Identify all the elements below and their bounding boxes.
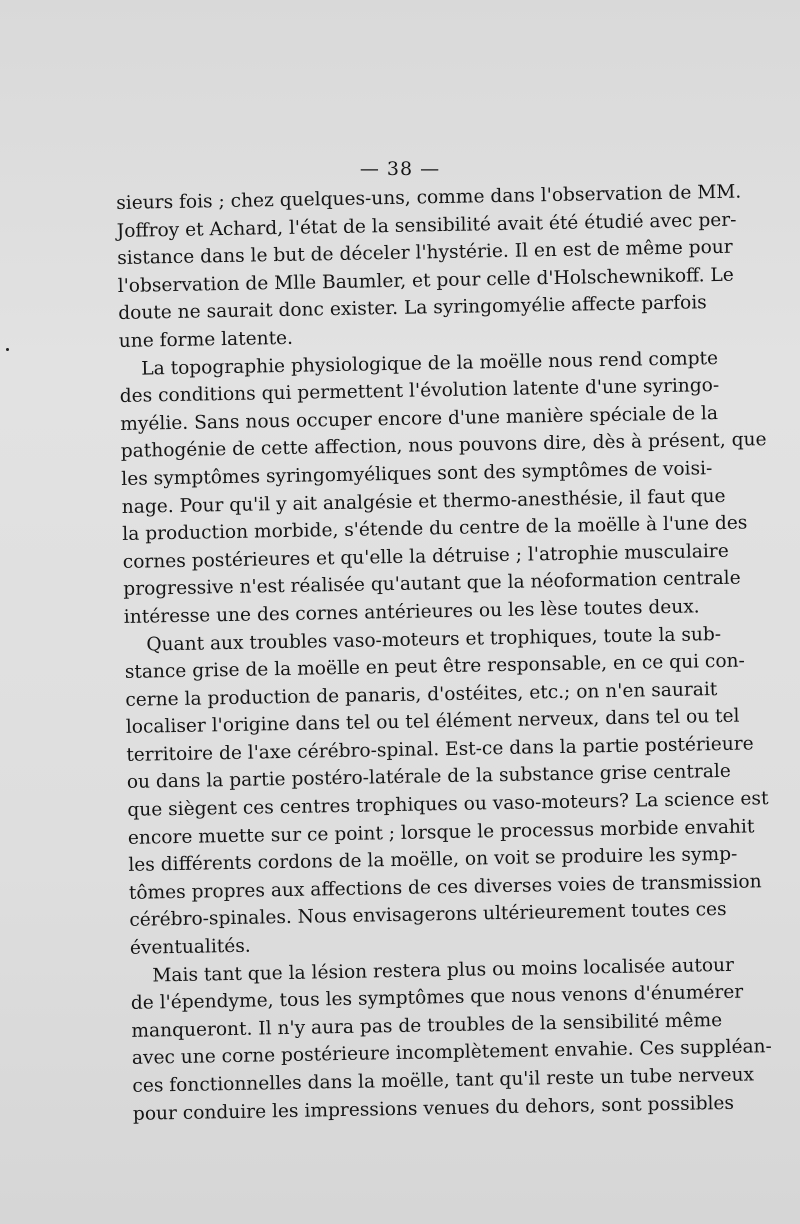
text-line: Joffroy et Achard, l'état de la sensibilité avait été étudié avec per-	[116, 209, 737, 242]
paragraph	[119, 345, 767, 632]
text-line: les différents cordons de la moëlle, on voit se produire les symp-	[128, 843, 738, 877]
text-line: localiser l'origine dans tel ou tel élément nerveux, dans tel ou tel	[125, 705, 740, 739]
text-line: l'observation de Mlle Baumler, et pour celle d'Holschewnikoff. Le	[117, 264, 734, 297]
text-line: de l'épendyme, tous les symptômes que nous venons d'énumérer	[130, 981, 744, 1015]
text-line: pour conduire les impressions venues du dehors, sont possibles	[132, 1092, 735, 1125]
text-line: avec une corne postérieure incomplètement envahie. Ces suppléan-	[131, 1036, 773, 1070]
margin-speck	[6, 348, 9, 351]
text-line: myélie. Sans nous occuper encore d'une manière spéciale de la	[120, 402, 719, 435]
text-line: des conditions qui permettent l'évolution latente d'une syringo-	[119, 375, 720, 408]
text-line: doute ne saurait donc exister. La syringomyélie affecte parfois	[118, 292, 707, 325]
text-line: Mais tant que la lésion restera plus ou moins localisée autour	[152, 954, 735, 987]
text-line: cerne la production de panaris, d'ostéites, etc.; on n'en saurait	[125, 678, 718, 711]
text-line: nage. Pour qu'il y ait analgésie et thermo-anesthésie, il faut que	[121, 485, 726, 518]
page-number: — 38 —	[359, 158, 441, 180]
text-line: la production morbide, s'étende du centre de la moëlle à l'une des	[122, 512, 748, 546]
text-line: tômes propres aux affections de ces diverses voies de transmission	[128, 871, 762, 904]
text-line: stance grise de la moëlle en peut être responsable, en ce qui con-	[124, 650, 745, 684]
text-line: pathogénie de cette affection, nous pouvons dire, dès à présent, que	[120, 429, 767, 463]
body-text	[116, 179, 773, 1128]
text-line: ou dans la partie postéro-latérale de la substance grise centrale	[126, 761, 732, 794]
text-line: sieurs fois ; chez quelques-uns, comme dans l'observation de MM.	[116, 181, 742, 214]
text-line: progressive n'est réalisée qu'autant que la néoformation centrale	[123, 567, 741, 601]
paragraph	[116, 179, 742, 355]
text-line: que siègent ces centres trophiques ou vaso-moteurs? La science est	[127, 788, 769, 821]
paragraph	[124, 621, 769, 963]
text-line: une forme latente.	[118, 327, 294, 352]
text-line: intéresse une des cornes antérieures ou les lèse toutes deux.	[123, 596, 700, 628]
text-line: sistance dans le but de déceler l'hystérie. Il en est de même pour	[117, 236, 733, 270]
text-line: cérébro-spinales. Nous envisagerons ultérieurement toutes ces	[129, 899, 727, 932]
text-line: encore muette sur ce point ; lorsque le processus morbide envahit	[127, 816, 755, 849]
text-line: éventualités.	[129, 935, 251, 959]
text-line: territoire de l'axe cérébro-spinal. Est-ce dans la partie postérieure	[126, 733, 754, 766]
text-line: ces fonctionnelles dans la moëlle, tant qu'il reste un tube nerveux	[132, 1064, 755, 1097]
text-line: manqueront. Il n'y aura pas de troubles de la sensibilité même	[131, 1009, 723, 1042]
text-line: les symptômes syringomyéliques sont des symptômes de voisi-	[121, 458, 713, 490]
paragraph	[130, 952, 773, 1128]
text-line: cornes postérieures et qu'elle la détruise ; l'atrophie musculaire	[122, 540, 729, 573]
text-line: La topographie physiologique de la moëlle nous rend compte	[141, 347, 719, 380]
text-line: Quant aux troubles vaso-moteurs et trophiques, toute la sub-	[146, 623, 722, 656]
